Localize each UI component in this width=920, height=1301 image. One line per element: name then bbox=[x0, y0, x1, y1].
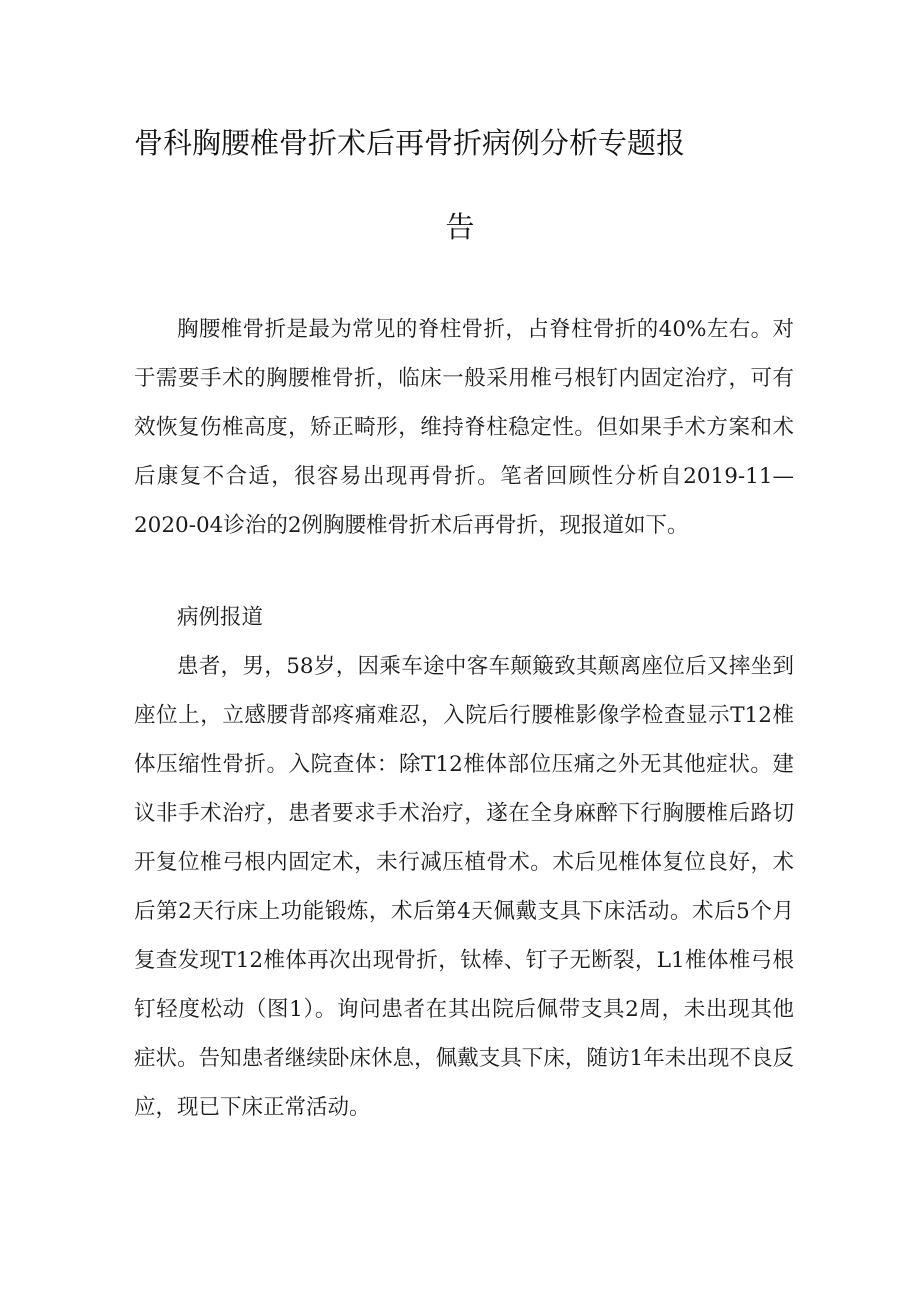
section-heading-case-report: 病例报道 bbox=[177, 605, 264, 630]
intro-paragraph: 胸腰椎骨折是最为常见的脊柱骨折，占脊柱骨折的40%左右。对于需要手术的胸腰椎骨折，临床一般采用椎弓根钉内固定治疗，可有效恢复伤椎高度，矫正畸形，维持脊柱稳定性。但如果手术方案和术后康复不合适，很容易出现再骨折。笔者回顾性分析自2019-11—2020-04诊治的2例胸腰椎骨折术后再骨折，现报道如下。 bbox=[134, 317, 794, 538]
document-title-line2: 告 bbox=[445, 210, 475, 244]
document-title-line1: 骨科胸腰椎骨折术后再骨折病例分析专题报 bbox=[134, 126, 686, 160]
case-paragraph: 患者，男，58岁，因乘车途中客车颠簸致其颠离座位后又摔坐到座位上，立感腰背部疼痛难忍，入院后行腰椎影像学检查显示T12椎体压缩性骨折。入院查体：除T12椎体部位压痛之外无其他症状。建议非手术治疗，患者要求手术治疗，遂在全身麻醉下行胸腰椎后路切开复位椎弓根内固定术，未行减压植骨术。术后见椎体复位良好，术后第2天行床上功能锻炼，术后第4天佩戴支具下床活动。术后5个月复查发现T12椎体再次出现骨折，钛棒、钉子无断裂，L1椎体椎弓根钉轻度松动（图1）。询问患者在其出院后佩带支具2周，未出现其他症状。告知患者继续卧床休息，佩戴支具下床，随访1年未出现不良反应，现已下床正常活动。 bbox=[134, 654, 794, 1120]
